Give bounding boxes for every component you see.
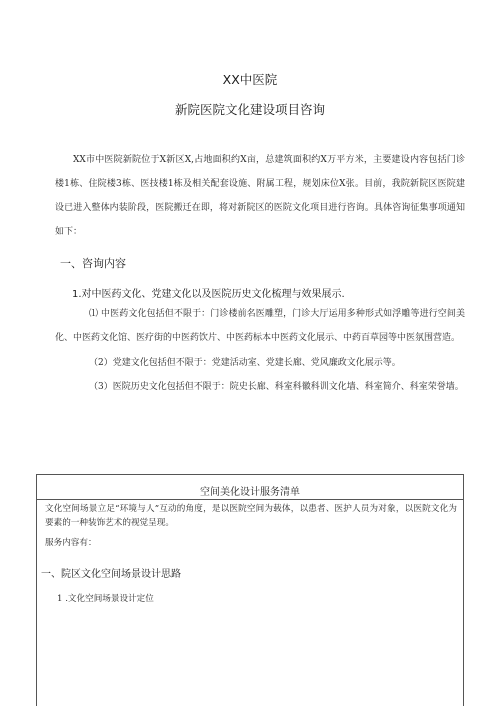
box-description: 文化空间场景立足“环境与人”互动的角度，是以医院空间为载体，以患者、医护人员为对象，以医院文化为要素的一种装饰艺术的视觉呈现。 [45,504,457,528]
content-item-history: （3）医院历史文化包括但不限于：院史长廊、科室科徽科训文化墙、科室简介、科室荣誉墙。 [89,382,464,392]
content-item-party: （2）党建文化包括但不限于：党建活动室、党建长廊、党风廉政文化展示等。 [89,358,401,368]
section-subheading: 1.对中医药文化、党建文化以及医院历史文化梳理与效果展示. [72,289,345,300]
box-list-item: 1 .文化空间场景设计定位 [57,594,154,604]
document-subtitle: 新院医院文化建设项目咨询 [174,102,325,117]
intro-paragraph: XX市中医院新院位于X新区X,占地面积约X亩，总建筑面积约X万平方米，主要建设内容包括门诊楼1栋、住院楼3栋、医技楼1栋及相关配套设施、附属工程，规划床位X张。目前，我院新院区医院建设已进入整体内装阶段，医院搬迁在即，将对新院区的医院文化项目进行咨询。具体咨询征集事项通知如下： [55,155,465,237]
content-item-tcm: ⑴ 中医药文化包括但不限于：门诊楼前名医雕塑，门诊大厅运用多种形式如浮雕等进行空间美化、中医药文化馆、医疗街的中医药饮片、中医药标本中医药文化展示、中药百草园等中医氛围营造。 [55,309,465,343]
box-divider [37,499,463,500]
box-title: 空间美化设计服务清单 [200,487,300,498]
box-heading: 一、院区文化空间场景设计思路 [41,569,181,580]
service-list-box [36,474,464,706]
services-label: 服务内容有： [45,538,97,548]
section-heading: 一、咨询内容 [60,257,126,270]
document-title: XX中医院 [222,72,278,87]
